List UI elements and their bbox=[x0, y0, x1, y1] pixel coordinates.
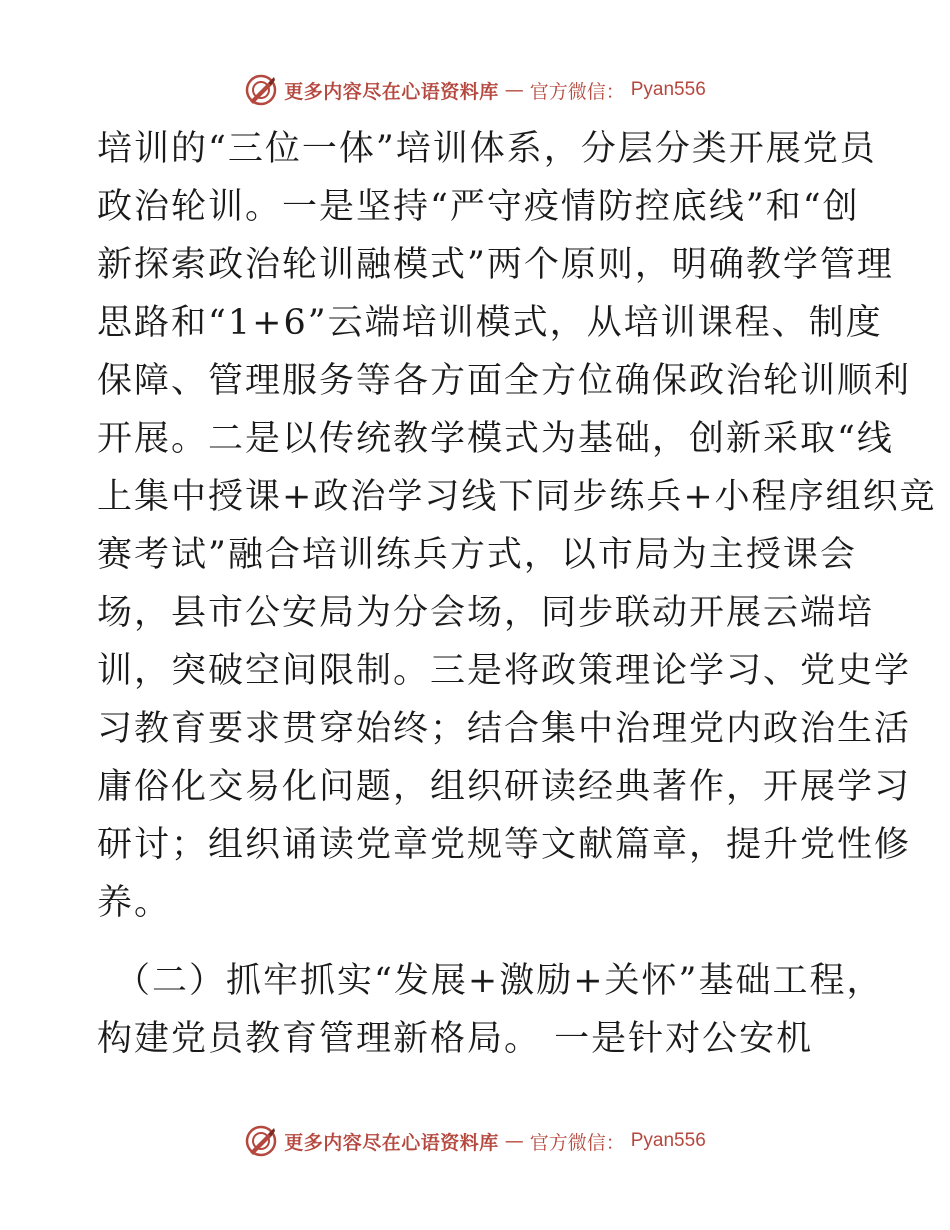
text-line: 训，突破空间限制。三是将政策理论学习、党史学 bbox=[97, 651, 912, 691]
paragraph-2 bbox=[97, 956, 884, 1072]
text-line: 场，县市公安局为分会场，同步联动开展云端培 bbox=[97, 593, 875, 633]
watermark-label: 官方微信： bbox=[529, 1131, 625, 1154]
footer-watermark bbox=[0, 1121, 950, 1161]
text-line: 构建党员教育管理新格局。 一是针对公安机 bbox=[97, 1019, 814, 1059]
text-line: 政治轮训。一是坚持“严守疫情防控底线”和“创 bbox=[97, 187, 860, 227]
watermark-dash: — bbox=[504, 1130, 524, 1152]
watermark-site-text: 更多内容尽在心语资料库 bbox=[284, 1131, 499, 1154]
text-line: 习教育要求贯穿始终；结合集中治理党内政治生活 bbox=[97, 709, 912, 749]
logo-icon bbox=[244, 1124, 278, 1158]
watermark-wechat-id: Pyan556 bbox=[630, 79, 706, 100]
text-line: 庸俗化交易化问题，组织研读经典著作，开展学习 bbox=[97, 767, 912, 807]
text-line: 赛考试”融合培训练兵方式，以市局为主授课会 bbox=[97, 535, 857, 575]
text-line: 培训的“三位一体”培训体系，分层分类开展党员 bbox=[97, 129, 877, 169]
watermark-dash: — bbox=[504, 79, 524, 101]
text-line: 开展。二是以传统教学模式为基础，创新采取“线 bbox=[97, 419, 894, 459]
text-line: 保障、管理服务等各方面全方位确保政治轮训顺利 bbox=[97, 361, 912, 401]
document-body bbox=[97, 124, 937, 1072]
text-line: 新探索政治轮训融模式”两个原则，明确教学管理 bbox=[97, 245, 894, 285]
watermark-site-text: 更多内容尽在心语资料库 bbox=[284, 80, 499, 103]
text-line: 上集中授课+政治学习线下同步练兵+小程序组织竞 bbox=[97, 477, 937, 517]
text-line: 思路和“1+6”云端培训模式，从培训课程、制度 bbox=[97, 303, 883, 343]
section-heading-line: （二）抓牢抓实“发展+激励+关怀”基础工程， bbox=[115, 961, 884, 1001]
watermark-wechat-id: Pyan556 bbox=[630, 1130, 706, 1151]
text-line: 研讨；组织诵读党章党规等文献篇章，提升党性修 bbox=[97, 825, 912, 865]
paragraph-1 bbox=[97, 124, 937, 936]
text-line: 养。 bbox=[97, 883, 172, 923]
watermark-label: 官方微信： bbox=[529, 80, 625, 103]
logo-icon bbox=[244, 73, 278, 107]
header-watermark bbox=[0, 70, 950, 110]
